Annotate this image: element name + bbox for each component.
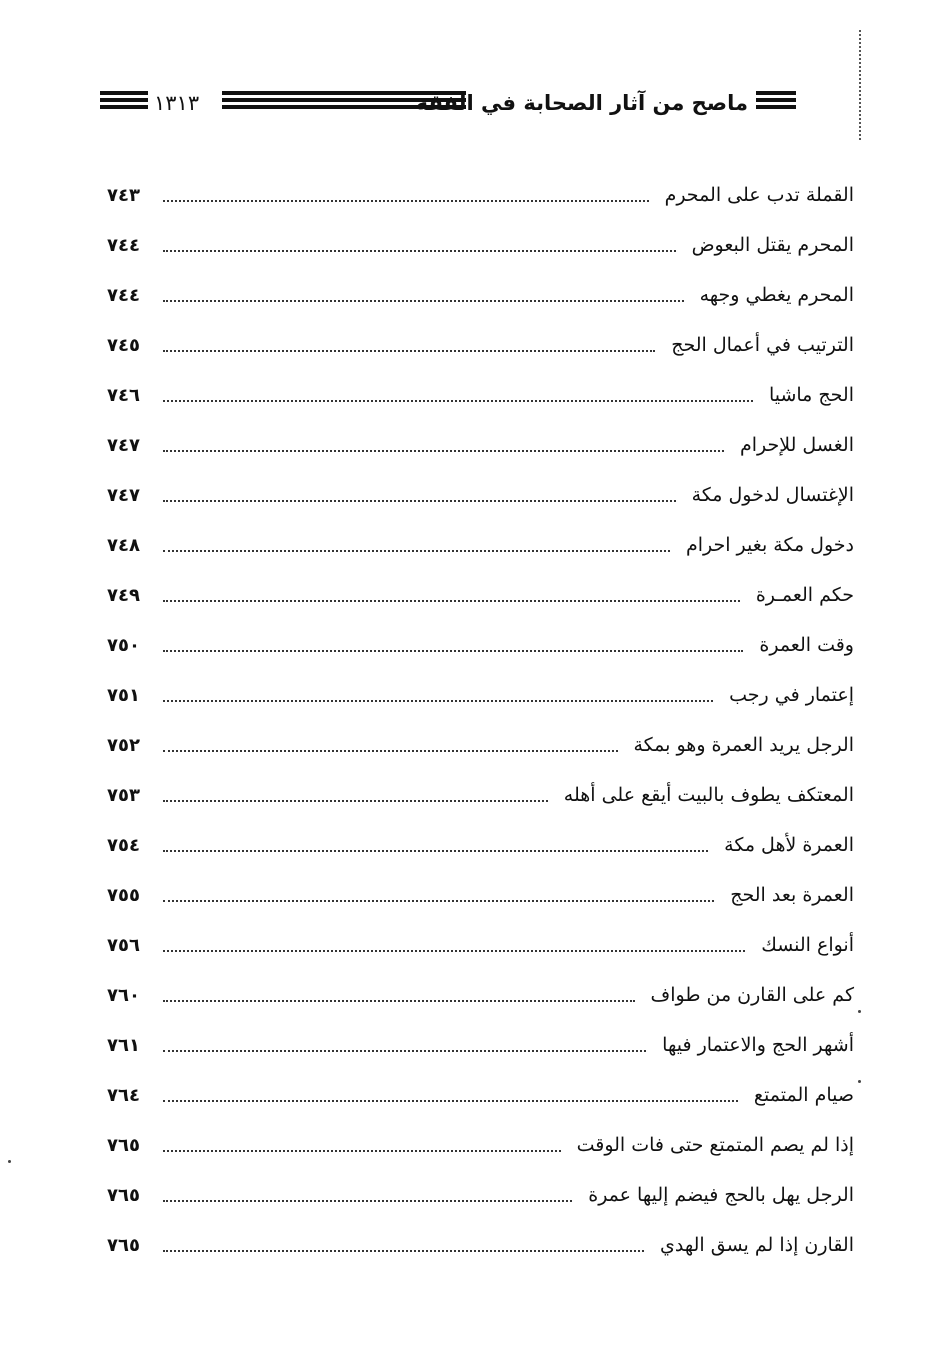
toc-entry-title: المعتكف يطوف بالبيت أيقع على أهله: [563, 784, 854, 806]
toc-entry-page: ٧٥٦: [107, 934, 140, 956]
toc-entry: [107, 520, 854, 570]
toc-entry-page: ٧٥٠: [107, 634, 140, 656]
toc-entry-page: ٧٦٤: [107, 1084, 140, 1106]
dot-leader: [163, 550, 670, 552]
toc-entry: [107, 470, 854, 520]
toc-entry-title: المحرم يغطي وجهه: [699, 284, 854, 306]
toc-entry-page: ٧٤٨: [107, 534, 140, 556]
toc-entry-page: ٧٥٣: [107, 784, 140, 806]
toc-entry: [107, 870, 854, 920]
toc-entry-title: القارن إذا لم يسق الهدي: [660, 1234, 854, 1256]
toc-entry-title: دخول مكة بغير احرام: [685, 534, 854, 556]
header-rule-middle: [222, 91, 466, 109]
toc-entry-page: ٧٤٩: [107, 584, 140, 606]
toc-entry: [107, 170, 854, 220]
toc-entry-title: إعتمار في رجب: [729, 684, 854, 706]
margin-dotted-line: [859, 30, 861, 140]
dot-leader: [163, 800, 548, 802]
toc-entry-title: كم على القارن من طواف: [650, 984, 854, 1006]
toc-entry: [107, 1120, 854, 1170]
toc-entry-page: ٧٥١: [107, 684, 140, 706]
dot-leader: [163, 750, 618, 752]
toc-entry-title: العمرة بعد الحج: [730, 884, 854, 906]
toc-entry-page: ٧٤٥: [107, 334, 140, 356]
toc-entry-page: ٧٦٥: [107, 1184, 140, 1206]
dot-leader: [163, 450, 724, 452]
toc-entry-title: صيام المتمتع: [753, 1084, 854, 1106]
toc-entry: [107, 620, 854, 670]
dot-leader: [163, 1200, 572, 1202]
dot-leader: [163, 1100, 738, 1102]
toc-entry-title: الرجل يهل بالحج فيضم إليها عمرة: [588, 1184, 854, 1206]
toc-entry-page: ٧٦٥: [107, 1234, 140, 1256]
running-title: ماصح من آثار الصحابة في الفقه: [415, 91, 748, 115]
dot-leader: [163, 950, 745, 952]
header-rule-right: [756, 91, 796, 109]
toc-entry-title: إذا لم يصم المتمتع حتى فات الوقت: [576, 1134, 854, 1156]
toc-entry: [107, 1070, 854, 1120]
header-rule-left: [100, 91, 148, 109]
margin-dot: [8, 1160, 11, 1163]
dot-leader: [163, 850, 708, 852]
toc-entry-title: الغسل للإحرام: [739, 434, 854, 456]
toc-entry-title: حكم العمـرة: [755, 584, 854, 606]
dot-leader: [163, 200, 649, 202]
toc-entry-title: أنواع النسك: [761, 934, 854, 956]
toc-entry: [107, 370, 854, 420]
page-header: [100, 86, 796, 120]
toc-entry-page: ٧٥٥: [107, 884, 140, 906]
toc-entry-title: المحرم يقتل البعوض: [691, 234, 854, 256]
toc-entry: [107, 420, 854, 470]
toc-entry: [107, 570, 854, 620]
toc-entry-title: الترتيب في أعمال الحج: [671, 334, 854, 356]
toc-entry: [107, 970, 854, 1020]
dot-leader: [163, 1000, 635, 1002]
toc-entry-page: ٧٤٤: [107, 284, 140, 306]
toc-entry-title: الرجل يريد العمرة وهو بمكة: [633, 734, 854, 756]
toc-entry-title: العمرة لأهل مكة: [724, 834, 854, 856]
toc-entry: [107, 820, 854, 870]
dot-leader: [163, 700, 713, 702]
toc-entry-page: ٧٤٧: [107, 434, 140, 456]
dot-leader: [163, 250, 676, 252]
dot-leader: [163, 500, 676, 502]
toc-entry: [107, 1020, 854, 1070]
toc-entry: [107, 670, 854, 720]
toc-entry: [107, 270, 854, 320]
toc-entry: [107, 220, 854, 270]
dot-leader: [163, 400, 753, 402]
dot-leader: [163, 300, 684, 302]
toc-entry-page: ٧٤٦: [107, 384, 140, 406]
dot-leader: [163, 900, 714, 902]
margin-dot: [858, 1080, 861, 1083]
page-number: ١٣١٣: [154, 91, 200, 115]
dot-leader: [163, 650, 743, 652]
dot-leader: [163, 1150, 561, 1152]
toc-entry-page: ٧٦٥: [107, 1134, 140, 1156]
dot-leader: [163, 350, 655, 352]
dot-leader: [163, 600, 740, 602]
toc-entry: [107, 1220, 854, 1270]
toc-entry: [107, 920, 854, 970]
dot-leader: [163, 1050, 646, 1052]
toc-entry-title: الحج ماشيا: [768, 384, 854, 406]
toc-entry-page: ٧٤٣: [107, 184, 140, 206]
toc-entry: [107, 1170, 854, 1220]
toc-entry-title: الإغتسال لدخول مكة: [691, 484, 854, 506]
margin-dot: [858, 1010, 861, 1013]
toc-entry-title: أشهر الحج والاعتمار فيها: [662, 1034, 854, 1056]
toc-entry: [107, 770, 854, 820]
toc-entry-page: ٧٤٤: [107, 234, 140, 256]
toc-entry-title: القملة تدب على المحرم: [664, 184, 854, 206]
toc-entry-title: وقت العمرة: [759, 634, 854, 656]
toc-entry-page: ٧٤٧: [107, 484, 140, 506]
toc-entry: [107, 320, 854, 370]
table-of-contents: [107, 170, 854, 1270]
toc-entry-page: ٧٥٤: [107, 834, 140, 856]
toc-entry-page: ٧٦٠: [107, 984, 140, 1006]
toc-entry-page: ٧٥٢: [107, 734, 140, 756]
dot-leader: [163, 1250, 644, 1252]
toc-entry-page: ٧٦١: [107, 1034, 140, 1056]
toc-entry: [107, 720, 854, 770]
